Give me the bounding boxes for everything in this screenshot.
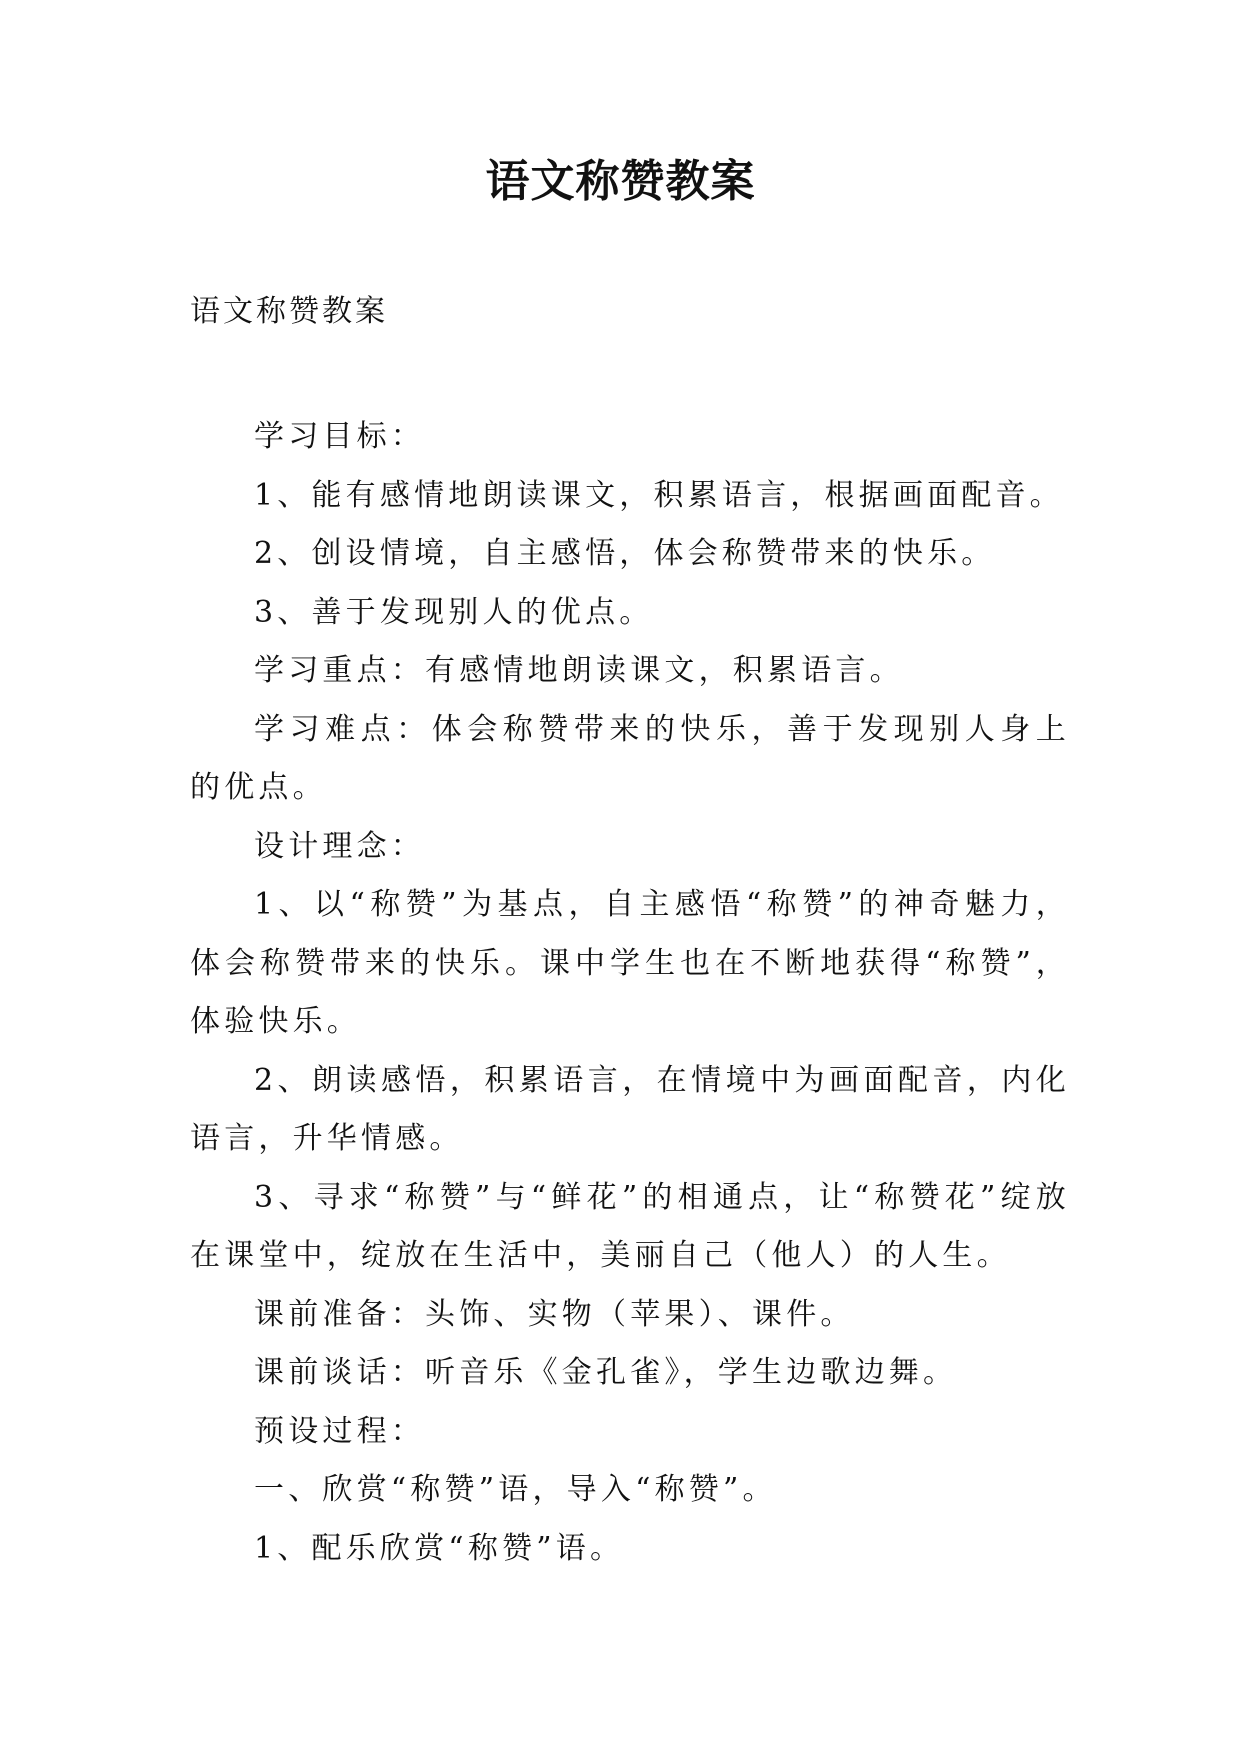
paragraph: 1、以“称赞”为基点，自主感悟“称赞”的神奇魅力，体会称赞带来的快乐。课中学生也在不断地获得“称赞”，体验快乐。: [190, 887, 1070, 1039]
paragraph: 2、创设情境，自主感悟，体会称赞带来的快乐。: [254, 536, 996, 571]
paragraph: 课前准备：头饰、实物（苹果）、课件。: [254, 1296, 855, 1332]
document-title: 语文称赞教案: [485, 156, 756, 207]
paragraph: 1、配乐欣赏“称赞”语。: [254, 1530, 625, 1566]
paragraph: 1、能有感情地朗读课文，积累语言，根据画面配音。: [254, 477, 1064, 513]
paragraph: 学习目标：: [254, 419, 425, 454]
paragraph: 一、欣赏“称赞”语，导入“称赞”。: [254, 1472, 777, 1507]
paragraph: 预设过程：: [254, 1413, 425, 1449]
paragraph: 3、寻求“称赞”与“鲜花”的相通点，让“称赞花”绽放在课堂中，绽放在生活中，美丽自己（他人）的人生。: [190, 1179, 1070, 1273]
paragraph: 学习难点：体会称赞带来的快乐，善于发现别人身上的优点。: [190, 711, 1070, 805]
paragraph: 2、朗读感悟，积累语言，在情境中为画面配音，内化语言，升华情感。: [190, 1062, 1070, 1156]
document-body: [190, 408, 1070, 1578]
paragraph: 3、善于发现别人的优点。: [254, 594, 654, 630]
document-subtitle: 语文称赞教案: [190, 294, 388, 329]
paragraph: 设计理念：: [254, 828, 425, 864]
paragraph: 学习重点：有感情地朗读课文，积累语言。: [254, 653, 904, 688]
paragraph: 课前谈话：听音乐《金孔雀》，学生边歌边舞。: [254, 1355, 958, 1390]
